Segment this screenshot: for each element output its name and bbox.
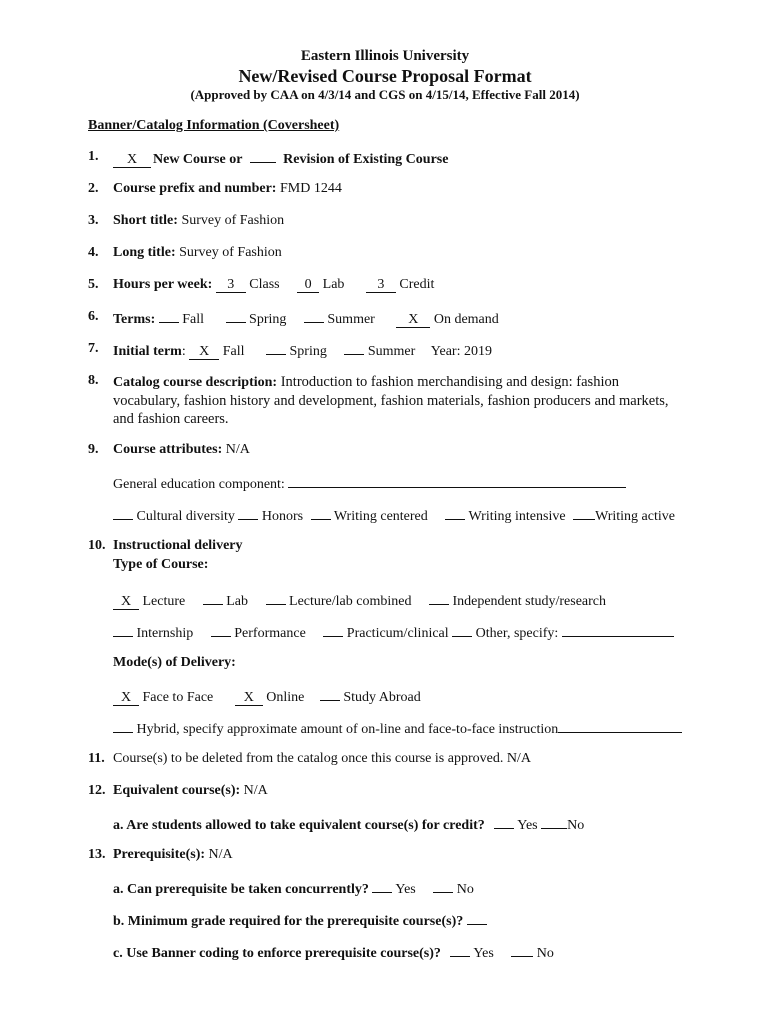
item-number: 11. (88, 751, 105, 766)
course-prefix-value[interactable]: FMD 1244 (279, 181, 342, 196)
minimum-grade-field[interactable] (467, 911, 487, 925)
performance-label: Performance (234, 626, 306, 641)
banner-yes-mark[interactable] (450, 943, 470, 957)
course-attributes-value[interactable]: N/A (225, 442, 250, 457)
performance-mark[interactable] (211, 623, 231, 637)
spring-label: Spring (289, 344, 327, 359)
honors-mark[interactable] (238, 506, 258, 520)
class-hours-value[interactable]: 3 (216, 278, 246, 293)
credit-label: Credit (399, 277, 435, 292)
initial-summer-mark[interactable] (344, 341, 364, 355)
fall-label: Fall (222, 344, 245, 359)
lab-hours-value[interactable]: 0 (297, 278, 319, 293)
item-number: 10. (88, 538, 106, 553)
online-label: Online (266, 690, 305, 705)
revision-mark[interactable] (250, 149, 276, 163)
type-of-course-label: Type of Course: (113, 557, 209, 572)
item-number: 4. (88, 245, 99, 260)
equivalent-credit-question: a. Are students allowed to take equivalent course(s) for credit? (113, 818, 485, 833)
internship-label: Internship (136, 626, 194, 641)
university-name: Eastern Illinois University (300, 48, 470, 64)
field-label: Long title: (113, 245, 176, 260)
equivalent-no-mark[interactable] (541, 815, 567, 829)
class-label: Class (249, 277, 280, 292)
course-type-row-1 (113, 591, 606, 610)
item-number: 7. (88, 341, 99, 356)
fall-mark[interactable] (159, 309, 179, 323)
short-title-value[interactable]: Survey of Fashion (181, 213, 285, 228)
cultural-diversity-label: Cultural diversity (136, 509, 235, 524)
field-label: Equivalent course(s): (113, 783, 241, 798)
practicum-label: Practicum/clinical (346, 626, 449, 641)
no-label: No (567, 818, 585, 833)
summer-label: Summer (367, 344, 416, 359)
hybrid-field[interactable] (558, 719, 682, 733)
yes-label: Yes (395, 882, 416, 897)
field-label: Hours per week: (113, 277, 213, 292)
spring-label: Spring (249, 312, 287, 327)
field-label: Course attributes: (113, 442, 223, 457)
study-abroad-label: Study Abroad (343, 690, 421, 705)
banner-coding-row (113, 943, 554, 962)
item-number: 9. (88, 442, 99, 457)
new-course-label: New Course or (153, 152, 243, 167)
field-label: Terms: (113, 312, 156, 327)
concurrent-no-mark[interactable] (433, 879, 453, 893)
face-to-face-label: Face to Face (142, 690, 214, 705)
field-label: Instructional delivery (113, 538, 243, 553)
lecture-label: Lecture (142, 594, 186, 609)
honors-label: Honors (261, 509, 304, 524)
item-number: 2. (88, 181, 99, 196)
summer-mark[interactable] (304, 309, 324, 323)
lecture-lab-mark[interactable] (266, 591, 286, 605)
spring-mark[interactable] (226, 309, 246, 323)
summer-label: Summer (327, 312, 375, 327)
field-label: Prerequisite(s): (113, 847, 206, 862)
writing-intensive-label: Writing intensive (468, 509, 566, 524)
field-label: Initial term (113, 344, 182, 359)
gen-ed-label: General education component: (113, 477, 285, 492)
gen-ed-row (113, 474, 626, 493)
equivalent-yes-mark[interactable] (494, 815, 514, 829)
long-title-value[interactable]: Survey of Fashion (179, 245, 282, 260)
form-subtitle: (Approved by CAA on 4/3/14 and CGS on 4/15/14, Effective Fall 2014) (190, 87, 580, 102)
face-to-face-mark[interactable]: X (113, 691, 139, 706)
delivery-row (113, 687, 421, 706)
field-label: Course prefix and number: (113, 181, 277, 196)
item-number: 3. (88, 213, 99, 228)
field-label: Catalog course description: (113, 375, 278, 390)
other-specify-field[interactable] (562, 623, 674, 637)
banner-no-mark[interactable] (511, 943, 533, 957)
yes-label: Yes (517, 818, 538, 833)
field-label: Short title: (113, 213, 178, 228)
internship-mark[interactable] (113, 623, 133, 637)
item-number: 6. (88, 309, 99, 324)
cultural-diversity-mark[interactable] (113, 506, 133, 520)
online-mark[interactable]: X (235, 691, 263, 706)
form-title: New/Revised Course Proposal Format (238, 66, 532, 86)
prerequisites-value[interactable]: N/A (208, 847, 233, 862)
writing-attributes-row (113, 506, 675, 525)
concurrent-question: a. Can prerequisite be taken concurrently? (113, 882, 369, 897)
lecture-mark[interactable]: X (113, 595, 139, 610)
gen-ed-field[interactable] (288, 474, 626, 488)
writing-intensive-mark[interactable] (445, 506, 465, 520)
initial-year[interactable]: Year: 2019 (430, 344, 492, 359)
independent-study-label: Independent study/research (452, 594, 607, 609)
lab-mark[interactable] (203, 591, 223, 605)
modes-of-delivery-label: Mode(s) of Delivery: (113, 655, 236, 670)
credit-hours-value[interactable]: 3 (366, 278, 396, 293)
hybrid-row (113, 719, 682, 738)
lab-label: Lab (226, 594, 249, 609)
catalog-description-value[interactable]: Introduction to fashion merchandising and design: fashion vocabulary, fashion history and development, fashion materials, fashion producers and markets, and fashion careers. (113, 374, 669, 427)
lecture-lab-label: Lecture/lab combined (289, 594, 412, 609)
new-course-mark[interactable]: X (113, 153, 151, 168)
initial-fall-mark[interactable]: X (189, 345, 219, 360)
other-label: Other, specify: (475, 626, 559, 641)
study-abroad-mark[interactable] (320, 687, 340, 701)
item-number: 5. (88, 277, 99, 292)
writing-active-label: Writing active (595, 509, 675, 524)
field-colon: : (181, 344, 186, 359)
catalog-description (113, 373, 673, 428)
hybrid-mark[interactable] (113, 719, 133, 733)
minimum-grade-row (113, 911, 487, 930)
revision-label: Revision of Existing Course (283, 152, 449, 167)
banner-coding-question: c. Use Banner coding to enforce prerequisite course(s)? (113, 946, 441, 961)
writing-active-mark[interactable] (573, 506, 595, 520)
writing-centered-label: Writing centered (333, 509, 428, 524)
item-number: 8. (88, 373, 99, 388)
yes-label: Yes (473, 946, 494, 961)
no-label: No (536, 946, 554, 961)
hybrid-label: Hybrid, specify approximate amount of on-line and face-to-face instruction (136, 722, 559, 737)
independent-study-mark[interactable] (429, 591, 449, 605)
equivalent-credit-row (113, 815, 584, 834)
course-type-row-2 (113, 623, 674, 642)
other-mark[interactable] (452, 623, 472, 637)
deleted-courses-text: Course(s) to be deleted from the catalog once this course is approved. N/A (113, 751, 531, 766)
on-demand-label: On demand (433, 312, 499, 327)
fall-label: Fall (182, 312, 205, 327)
item-number: 1. (88, 149, 99, 164)
initial-spring-mark[interactable] (266, 341, 286, 355)
concurrent-yes-mark[interactable] (372, 879, 392, 893)
item-number: 12. (88, 783, 106, 798)
item-number: 13. (88, 847, 106, 862)
equivalent-courses-value[interactable]: N/A (243, 783, 268, 798)
on-demand-mark[interactable]: X (396, 313, 430, 328)
section-heading: Banner/Catalog Information (Coversheet) (88, 118, 340, 133)
lab-label: Lab (322, 277, 345, 292)
no-label: No (456, 882, 474, 897)
practicum-mark[interactable] (323, 623, 343, 637)
minimum-grade-question: b. Minimum grade required for the prerequisite course(s)? (113, 914, 464, 929)
writing-centered-mark[interactable] (311, 506, 331, 520)
concurrent-row (113, 879, 474, 898)
